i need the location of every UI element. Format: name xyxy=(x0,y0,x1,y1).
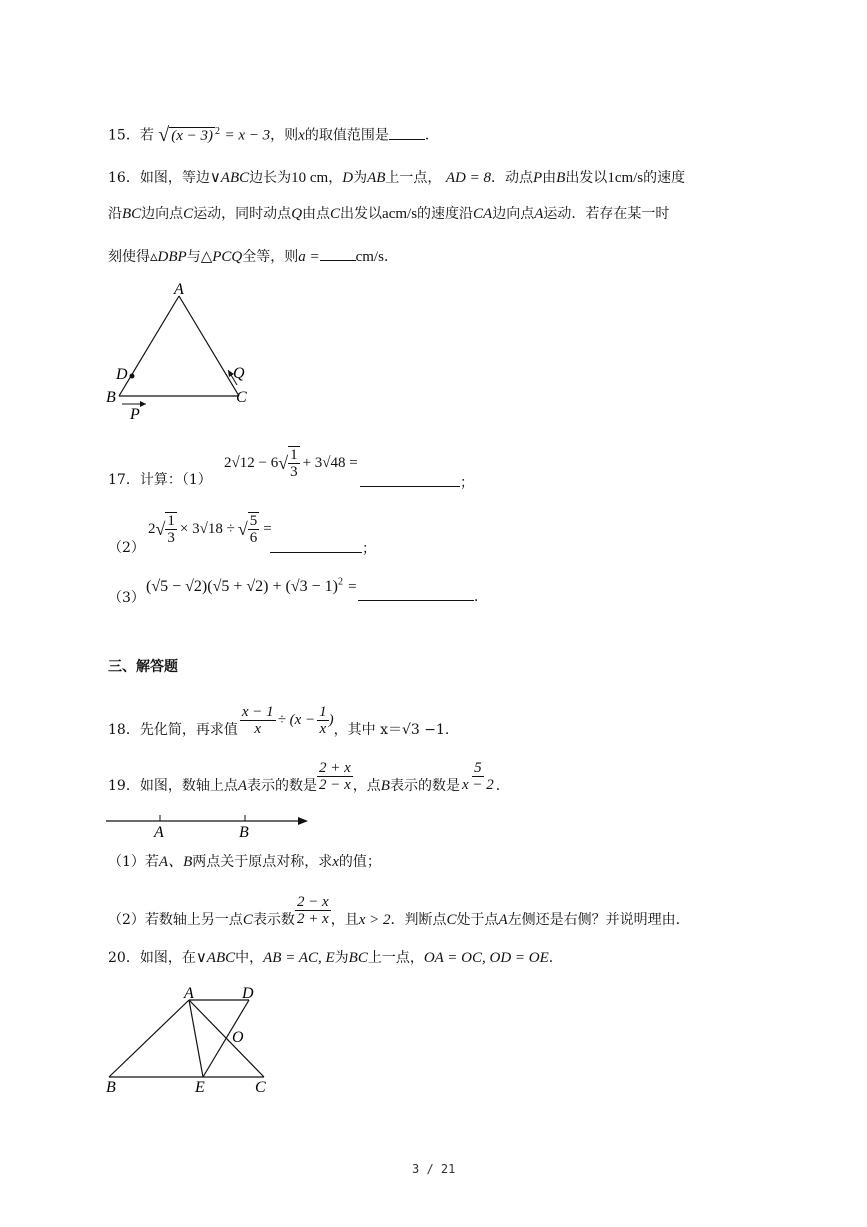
frac-den: 2 + x xyxy=(296,910,329,927)
q16-ad-value: AD = 8 xyxy=(445,170,491,186)
q20-text: 为 xyxy=(334,950,349,966)
axis-label-a: A xyxy=(154,824,164,840)
label-d: D xyxy=(242,985,254,1002)
q19-var: C xyxy=(446,912,457,928)
question-19 xyxy=(108,756,510,796)
q19-text: ，且 xyxy=(330,912,359,928)
question-16-line1 xyxy=(108,168,685,188)
q17-e2-part: × 3√18 ÷ xyxy=(179,520,235,537)
q16-var: BC xyxy=(122,206,142,222)
label-q: Q xyxy=(233,365,245,382)
section-title: 三、解答题 xyxy=(108,659,178,675)
q16-speed-p: 1cm/s xyxy=(607,170,644,186)
q16-var: CA xyxy=(473,206,493,222)
q15-radicand: (x − 3) xyxy=(171,127,214,144)
q19-text: 处于点 xyxy=(456,912,499,928)
q19-text: 19．如图，数轴上点 xyxy=(108,778,238,794)
q19-text: ． xyxy=(495,778,510,794)
number-line xyxy=(104,810,314,840)
frac-num: 1 xyxy=(290,447,298,463)
q15-end: ． xyxy=(424,127,439,144)
q18-text: 18．先化简，再求值 xyxy=(108,722,238,738)
q16-triangle-pcq: △PCQ xyxy=(200,249,243,265)
q16-var: C xyxy=(183,206,194,222)
q20-condition-2: OA = OC, OD = OE xyxy=(423,950,549,966)
q17-answer-blank-2[interactable] xyxy=(270,538,362,553)
axis-label-b: B xyxy=(239,824,249,840)
q17-answer-1-row xyxy=(360,472,474,493)
q15-radical-sign: √ xyxy=(158,123,170,146)
q19-text: （1）若 xyxy=(108,854,159,870)
seg-ab xyxy=(109,1000,189,1077)
q16-speed-q: acm/s xyxy=(382,206,418,222)
q15-exponent: 2 xyxy=(215,126,221,137)
frac-den: 2 − x xyxy=(319,776,351,793)
q19-text: ．判断点 xyxy=(390,912,447,928)
q20-var: BC xyxy=(348,950,368,966)
q17-part2-label xyxy=(108,538,145,558)
q17-e2-part: = xyxy=(263,520,272,537)
side-ab xyxy=(119,296,179,396)
label-d: D xyxy=(116,366,128,383)
q17-e3-part: (√5 − √2)(√5 + √2) + (√3 − 1) xyxy=(146,578,338,595)
label-o: O xyxy=(232,1029,244,1046)
q16-text: ． xyxy=(383,249,398,265)
question-16-line3 xyxy=(108,246,398,267)
q16-var: D xyxy=(342,170,354,186)
frac-den: x − 2 xyxy=(461,776,494,793)
q19-frac-c xyxy=(295,894,331,927)
q15-tail: 的取值范围是 xyxy=(304,127,389,144)
q16-text: 边向点 xyxy=(492,206,535,222)
q16-var: A xyxy=(534,206,544,222)
q15-text: 若 xyxy=(139,127,154,144)
q16-text: 出发以 xyxy=(565,170,608,186)
q20-text: 上一点， xyxy=(367,950,424,966)
q19-var: A xyxy=(237,778,247,794)
frac-num: 1 xyxy=(319,703,327,720)
q17-e2-radical: √ xyxy=(155,518,166,539)
side-ac xyxy=(179,296,239,396)
q19-frac-b xyxy=(460,760,496,793)
question-20 xyxy=(108,948,563,968)
q19-var: x xyxy=(332,854,339,870)
frac-den: 6 xyxy=(249,530,258,546)
frac-den: 3 xyxy=(167,530,175,546)
q16-text: 出发以 xyxy=(340,206,383,222)
page-number: 3 / 21 xyxy=(412,1162,456,1176)
q16-text: 由点 xyxy=(302,206,331,222)
q18-close: ) xyxy=(328,712,334,728)
q16-side-length: 10 cm xyxy=(291,170,329,186)
q16-triangle-dbp: ▵DBP xyxy=(150,249,187,265)
q19-text: 表示数 xyxy=(252,912,295,928)
question-16-line2 xyxy=(108,204,669,224)
label-b: B xyxy=(106,389,116,406)
q19-frac-a xyxy=(317,760,353,793)
q17-answer-2-row xyxy=(270,538,376,559)
q17-e2-frac2 xyxy=(248,512,260,546)
q16-var: Q xyxy=(291,206,303,222)
q18-mid: ÷ (x − xyxy=(277,712,316,728)
q19-text: ，点 xyxy=(352,778,381,794)
q16-text: 的速度 xyxy=(643,170,686,186)
frac-den: x xyxy=(254,720,262,737)
label-c: C xyxy=(236,389,247,406)
q17-part-label: （2） xyxy=(108,540,145,556)
question-15 xyxy=(108,122,439,146)
q17-e2-radical-2: √ xyxy=(237,518,248,539)
q16-text: 边长为 xyxy=(249,170,292,186)
q16-answer-blank[interactable] xyxy=(320,246,356,261)
q18-tail: ，其中 x＝√3 −1. xyxy=(333,722,450,738)
q17-punct: ； xyxy=(362,541,376,557)
q16-text: 运动，同时动点 xyxy=(193,206,292,222)
q19-text: （2）若数轴上另一点 xyxy=(108,912,243,928)
q19-condition: x > 2 xyxy=(358,912,391,928)
q17-e1-part: 2√12 − 6 xyxy=(224,454,279,471)
frac-num: 1 xyxy=(167,513,175,529)
q17-part3-label xyxy=(108,588,145,608)
frac-num: 5 xyxy=(249,513,258,529)
q18-frac-1 xyxy=(240,704,276,737)
question-17-label xyxy=(108,470,212,490)
frac-num: 5 xyxy=(474,759,482,776)
q19-var: A、B xyxy=(158,854,193,870)
q16-text: 沿 xyxy=(108,206,122,222)
q16-text: 刻使得 xyxy=(108,249,150,265)
q16-text: 运动．若存在某一时 xyxy=(543,206,670,222)
q17-e3-exp: 2 xyxy=(337,576,343,588)
point-d xyxy=(130,374,135,379)
q15-answer-blank[interactable] xyxy=(389,125,425,140)
q16-text: 与 xyxy=(186,249,201,265)
q17-expr-1 xyxy=(224,446,358,480)
q16-unit: cm/s xyxy=(355,249,384,265)
q16-text: 为 xyxy=(353,170,368,186)
q19-var: A xyxy=(498,912,508,928)
q15-then: ，则 xyxy=(270,127,299,144)
q19-text: 的值； xyxy=(338,854,381,870)
arrow-p-head-icon xyxy=(140,401,146,407)
q16-text: 边向点 xyxy=(141,206,184,222)
q19-text: 两点关于原点对称，求 xyxy=(192,854,333,870)
frac-num: x − 1 xyxy=(241,703,274,720)
q16-text: 16．如图，等边 xyxy=(108,170,210,186)
q16-triangle-abc: ∨ABC xyxy=(209,170,250,186)
label-e: E xyxy=(195,1079,205,1096)
label-a: A xyxy=(184,985,194,1002)
q17-punct: ； xyxy=(460,475,474,491)
frac-den: 3 xyxy=(290,464,298,480)
q16-var: AB xyxy=(367,170,386,186)
q20-triangle: ∨ABC xyxy=(195,950,236,966)
label-c: C xyxy=(255,1079,266,1096)
q15-number: 15． xyxy=(108,127,140,144)
q20-text: ． xyxy=(548,950,563,966)
q19-var: C xyxy=(242,912,253,928)
q16-text: 全等，则 xyxy=(242,249,299,265)
q17-answer-blank-3[interactable] xyxy=(358,586,474,601)
q17-expr-2 xyxy=(148,512,272,546)
q17-e2-frac1 xyxy=(165,512,177,546)
q15-var: x xyxy=(298,127,305,144)
frac-den: x xyxy=(319,720,327,737)
q17-expr-3 xyxy=(146,576,357,596)
q17-answer-3-row xyxy=(358,586,488,607)
q16-var: B xyxy=(556,170,566,186)
q20-condition-1: AB = AC, E xyxy=(263,950,335,966)
q17-e2-part: 2 xyxy=(148,520,156,537)
q19-text: 左侧还是右侧？并说明理由. xyxy=(507,912,681,928)
q16-text: 的速度沿 xyxy=(417,206,474,222)
q17-number: 17．计算：（1） xyxy=(108,472,212,488)
q16-text: ， xyxy=(328,170,343,186)
q20-text: 中， xyxy=(235,950,264,966)
frac-num: 2 + x xyxy=(319,759,351,776)
q17-answer-blank-1[interactable] xyxy=(360,472,460,487)
q16-var: P xyxy=(532,170,543,186)
q16-text: ．动点 xyxy=(490,170,533,186)
q19-text: 表示的数是 xyxy=(389,778,460,794)
q18-frac-2 xyxy=(317,704,329,737)
figure-20 xyxy=(100,982,280,1097)
q16-var: a = xyxy=(298,249,320,265)
q17-part-label: （3） xyxy=(108,590,145,606)
axis-arrow-icon xyxy=(298,817,308,825)
q16-text: 上一点， xyxy=(385,170,442,186)
q16-text: 由 xyxy=(542,170,557,186)
q17-punct: ． xyxy=(474,589,488,605)
figure-16-triangle xyxy=(100,278,270,428)
q16-var: C xyxy=(330,206,341,222)
label-b: B xyxy=(106,1079,116,1096)
q19-text: 表示的数是 xyxy=(247,778,317,794)
question-18 xyxy=(108,700,449,740)
q20-text: 20．如图，在 xyxy=(108,950,196,966)
label-p: P xyxy=(130,406,140,423)
q19-part2 xyxy=(108,890,680,930)
q19-var: B xyxy=(380,778,390,794)
q15-rhs: = x − 3 xyxy=(224,127,271,144)
q17-e1-frac xyxy=(288,446,300,480)
q17-e1-part: + 3√48 = xyxy=(302,454,358,471)
label-a: A xyxy=(174,281,184,298)
q17-e1-radical: √ xyxy=(278,452,289,473)
q17-e3-part: = xyxy=(348,579,357,595)
q19-part1 xyxy=(108,852,381,872)
frac-num: 2 − x xyxy=(296,893,329,910)
